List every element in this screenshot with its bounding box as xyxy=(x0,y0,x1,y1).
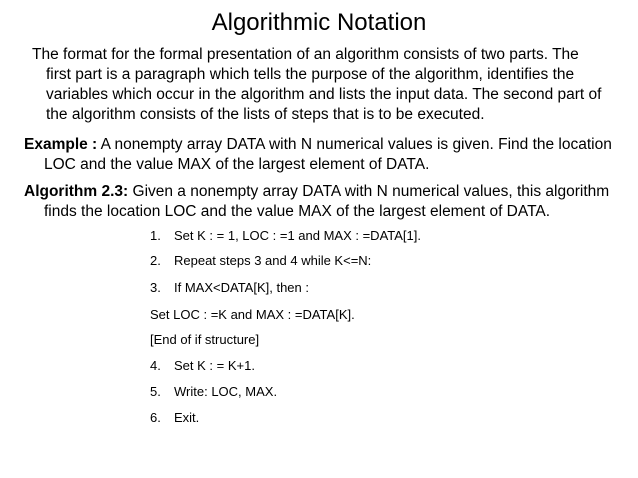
step-item xyxy=(150,384,277,400)
step-item xyxy=(150,280,309,296)
step-item xyxy=(150,358,255,374)
step-number: 3. xyxy=(150,280,161,295)
step-text: Exit. xyxy=(174,410,200,425)
step-text: Set K : = K+1. xyxy=(174,358,255,373)
step-number: 4. xyxy=(150,358,161,373)
step-text: Repeat steps 3 and 4 while K<=N: xyxy=(174,253,372,268)
step-item xyxy=(150,253,371,269)
intro-line: first part is a paragraph which tells the purpose of the algorithm, identifies the xyxy=(46,66,575,83)
intro-line: The format for the formal presentation of an algorithm consists of two parts. The xyxy=(32,46,579,63)
example-paragraph xyxy=(24,135,634,175)
step-text: [End of if structure] xyxy=(150,332,260,347)
step-number: 5. xyxy=(150,384,161,399)
step-item xyxy=(150,410,199,426)
example-text-line2: LOC and the value MAX of the largest element of DATA. xyxy=(44,156,430,173)
example-text: A nonempty array DATA with N numerical values is given. Find the location xyxy=(97,136,612,153)
step-number: 1. xyxy=(150,228,161,243)
step-item xyxy=(150,228,421,244)
example-label: Example : xyxy=(24,136,98,153)
step-text: Write: LOC, MAX. xyxy=(174,384,278,399)
algorithm-paragraph xyxy=(24,182,634,222)
algorithm-label: Algorithm 2.3: xyxy=(24,183,129,200)
algorithm-text: Given a nonempty array DATA with N numerical values, this algorithm xyxy=(128,183,610,200)
step-continuation xyxy=(150,332,259,348)
slide-title: Algorithmic Notation xyxy=(211,9,427,36)
step-text: If MAX<DATA[K], then : xyxy=(174,280,309,295)
step-number: 2. xyxy=(150,253,161,268)
intro-line: the algorithm consists of the lists of steps that is to be executed. xyxy=(46,106,485,123)
step-text: Set K : = 1, LOC : =1 and MAX : =DATA[1]. xyxy=(174,228,421,243)
step-number: 6. xyxy=(150,410,161,425)
step-continuation xyxy=(150,307,355,323)
intro-paragraph xyxy=(30,45,630,125)
algorithm-text-line2: finds the location LOC and the value MAX of the largest element of DATA. xyxy=(44,203,551,220)
step-text: Set LOC : =K and MAX : =DATA[K]. xyxy=(150,307,355,322)
intro-line: variables which occur in the algorithm and lists the input data. The second part of xyxy=(46,86,602,103)
